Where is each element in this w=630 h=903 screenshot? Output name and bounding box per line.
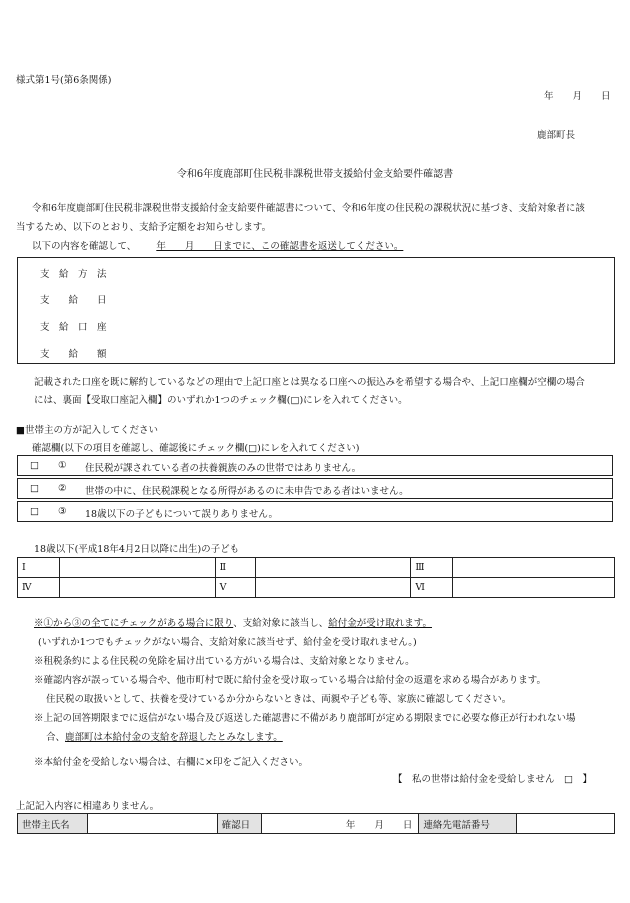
decline-checkbox[interactable]: 【 私の世帯は給付金を受給しません □ 】 [393, 774, 592, 785]
check-text-3: 18歳以下の子どもについて誤りありません。 [85, 509, 278, 520]
note-1-underlined-2: 給付金が受け取れます。 [328, 618, 432, 629]
children-row-1 [18, 558, 615, 578]
issuer: 鹿部町長 [537, 130, 576, 141]
confirm-header: 確認欄(以下の項目を確認し、確認後にチェック欄(□)にレを入れてください) [32, 443, 360, 454]
checkbox-2[interactable]: □ [30, 483, 39, 494]
phone-field[interactable] [517, 814, 615, 834]
check-text-1: 住民税が課されている者の扶養親族のみの世帯ではありません。 [85, 463, 362, 474]
check-row-1 [17, 455, 613, 476]
confirm-date-field[interactable]: 年 月 日 [261, 814, 419, 834]
no-discrepancy: 上記記入内容に相違ありません。 [16, 801, 160, 812]
footer-table [17, 813, 615, 834]
note-1-underlined: ※①から③の全てにチェックがある場合に限り [34, 618, 234, 629]
child-field-3[interactable] [453, 558, 615, 578]
note-6: ※上記の回答期限までに返信がない場合及び返送した確認書に不備があり鹿部町が定める期限までに必要な修正が行われない場 [34, 713, 576, 724]
phone-label: 連絡先電話番号 [419, 814, 517, 834]
note-1 [34, 615, 432, 629]
note-4: ※確認内容が誤っている場合や、他市町村で既に給付金を受け取っている場合は給付金の返還を求める場合があります。 [34, 675, 547, 686]
child-label-6: Ⅵ [411, 578, 453, 598]
payment-info-box [17, 257, 615, 364]
payment-account-label: 支 給 口 座 [40, 322, 107, 333]
account-note-line-2: には、裏面【受取口座記入欄】のいずれか1つのチェック欄(□)にレを入れてください。 [34, 395, 408, 406]
check-row-3 [17, 501, 613, 522]
checkbox-1[interactable]: □ [30, 460, 39, 471]
intro-line-1: 令和6年度鹿部町住民税非課税世帯支援給付金支給要件確認書について、令和6年度の住民税の課税状況に基づき、支給対象者に該 [32, 203, 585, 214]
householder-name-label: 世帯主氏名 [18, 814, 88, 834]
payment-amount-label: 支 給 額 [40, 349, 107, 360]
page-title: 令和6年度鹿部町住民税非課税世帯支援給付金支給要件確認書 [176, 169, 454, 180]
intro-line-3-prefix: 以下の内容を確認して、 [32, 241, 137, 252]
children-table [17, 557, 615, 598]
child-label-5: Ⅴ [215, 578, 255, 598]
payment-date-label: 支 給 日 [40, 295, 107, 306]
note-7-underlined: 鹿部町は本給付金の支給を辞退したとみなします。 [65, 732, 283, 743]
footer-row [18, 814, 615, 834]
confirm-date-label: 確認日 [217, 814, 261, 834]
form-number: 様式第1号(第6条関係) [16, 75, 112, 86]
note-2: (いずれか1つでもチェックがない場合、支給対象に該当せず、給付金を受け取れません。) [38, 637, 417, 648]
note-7-prefix: 合、 [46, 732, 66, 743]
payment-method-label: 支 給 方 法 [40, 269, 107, 280]
note-8: ※本給付金を受給しない場合は、右欄に×印をご記入ください。 [34, 757, 308, 768]
children-header: 18歳以下(平成18年4月2日以降に出生)の子ども [34, 544, 240, 555]
child-field-4[interactable] [59, 578, 215, 598]
note-1-mid: 、支給対象に該当し、 [233, 618, 329, 629]
check-text-2: 世帯の中に、住民税課税となる所得があるのに未申告である者はいません。 [85, 486, 409, 497]
children-row-2 [18, 578, 615, 598]
child-field-5[interactable] [255, 578, 411, 598]
child-field-1[interactable] [59, 558, 215, 578]
note-3: ※租税条約による住民税の免除を届け出ている方がいる場合は、支給対象となりません。 [34, 656, 415, 667]
check-num-2: ② [58, 483, 67, 494]
return-deadline: 年 月 日までに、この確認書を返送してください。 [156, 241, 404, 252]
account-note-line-1: 記載された口座を既に解約しているなどの理由で上記口座とは異なる口座への振込みを希望する場合や、上記口座欄が空欄の場合 [34, 377, 585, 388]
child-field-6[interactable] [453, 578, 615, 598]
check-row-2 [17, 478, 613, 499]
child-label-3: Ⅲ [411, 558, 453, 578]
note-7 [46, 729, 283, 743]
check-num-3: ③ [58, 506, 67, 517]
intro-line-3 [32, 238, 403, 252]
householder-name-field[interactable] [87, 814, 217, 834]
check-num-1: ① [58, 460, 67, 471]
child-label-2: Ⅱ [215, 558, 255, 578]
child-label-4: Ⅳ [18, 578, 60, 598]
child-field-2[interactable] [255, 558, 411, 578]
checkbox-3[interactable]: □ [30, 506, 39, 517]
householder-header: ■世帯主の方が記入してください [16, 425, 158, 436]
note-5: 住民税の取扱いとして、扶養を受けているか分からないときは、両親や子ども等、家族に確認してください。 [46, 694, 512, 705]
intro-line-2: 当するため、以下のとおり、支給予定額をお知らせします。 [16, 222, 272, 233]
child-label-1: Ⅰ [18, 558, 60, 578]
date-line: 年 月 日 [544, 91, 611, 102]
